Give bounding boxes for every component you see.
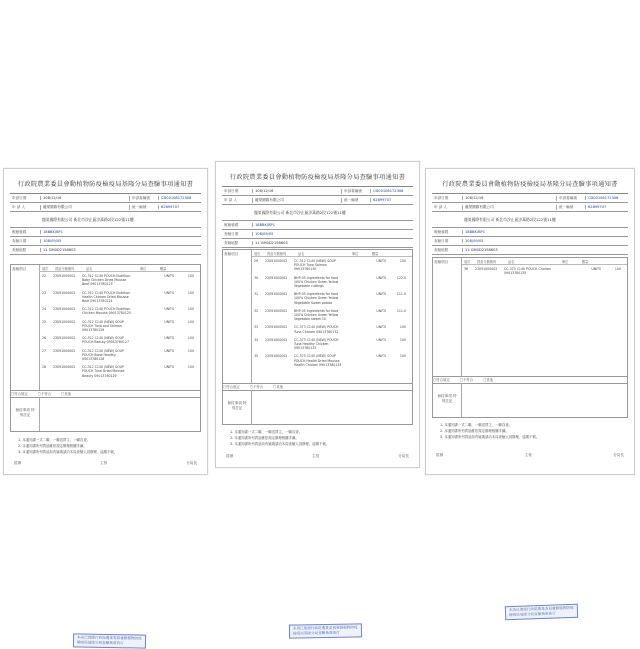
item-no: 26 bbox=[42, 336, 47, 341]
item-code: 23091000002 bbox=[265, 308, 288, 313]
item-description: CC-312 C140 POUCH Nutrition Chicken Mousse 09013780125 bbox=[82, 307, 131, 316]
header-label: 查驗地點 bbox=[224, 240, 239, 245]
item-unit: UNITS bbox=[376, 259, 386, 263]
signature-label: 分局長 bbox=[613, 453, 624, 457]
stamp-line: 本表已使經行政院農業委員會動植物防疫 bbox=[508, 605, 574, 613]
notes-list bbox=[18, 437, 197, 455]
header-value: 11 GM0D2158603 bbox=[40, 248, 201, 252]
sheet-header bbox=[432, 193, 628, 255]
table-row bbox=[462, 265, 627, 277]
signature-label: 分局長 bbox=[398, 454, 409, 458]
item-code: 23091000002 bbox=[265, 259, 288, 263]
item-no: 24 bbox=[42, 307, 47, 312]
note-line: 2. 本通知書所列貨品應依規定辦理相關手續。 bbox=[18, 444, 87, 448]
item-no: 23 bbox=[42, 290, 47, 295]
items-table bbox=[10, 264, 201, 391]
sheet-title: 行政院農業委員會動植物防疫檢疫局基隆分局查驗事項通知書 bbox=[17, 181, 194, 188]
header-label: 查驗地點 bbox=[434, 247, 449, 252]
item-code: 23091000002 bbox=[53, 274, 76, 278]
item-unit: UNITS bbox=[164, 319, 174, 324]
header-label: 統一編號 bbox=[556, 205, 585, 210]
note-line: 3. 本通知書所列貨品如有疑義請洽本局查驗人員辦理，逾期不候。 bbox=[18, 450, 118, 454]
sheet-title: 行政院農業委員會動植物防疫檢疫局基隆分局查驗事項通知書 bbox=[229, 174, 406, 181]
header-value: 108/09/05 bbox=[40, 239, 201, 243]
grid-head-cell: 項次 bbox=[254, 251, 261, 256]
item-quantity: 100 bbox=[187, 290, 194, 295]
header-value: 108/12/16 bbox=[462, 196, 556, 200]
grid-head-cell: 項次 bbox=[42, 266, 49, 271]
header-label: 查驗日期 bbox=[12, 238, 27, 243]
table-row bbox=[40, 272, 200, 289]
signature-footer bbox=[14, 461, 197, 466]
header-label: 查驗日期 bbox=[224, 231, 239, 236]
item-no: 27 bbox=[42, 348, 47, 353]
header-label: 報驗號碼 bbox=[434, 229, 449, 234]
header-value: 11 GM0D2158603 bbox=[462, 248, 628, 252]
item-no: 30 bbox=[254, 275, 259, 280]
items-grid bbox=[39, 265, 200, 390]
item-quantity: 100 bbox=[399, 354, 406, 359]
header-label: 申請日期 bbox=[434, 195, 449, 200]
items-label: 查驗項目 bbox=[434, 260, 449, 264]
table-row bbox=[40, 347, 200, 364]
items-rows bbox=[252, 257, 412, 369]
item-unit: UNITS bbox=[164, 307, 174, 312]
items-rows bbox=[462, 265, 627, 277]
header-label: 申請日期 bbox=[12, 195, 27, 200]
item-description: BHP-05 Ingredients for food 100% Chicken Green Yellow Vegetable steam 10 bbox=[294, 308, 339, 322]
item-code: 23091000002 bbox=[265, 337, 288, 342]
item-description: CC-312 C140 POUCH Nutrition Health Chicken Dried Mousse Beef 09013780124 bbox=[82, 290, 131, 304]
stamp-line: 本表已使經行政院農業委員會動植物防疫 bbox=[77, 635, 142, 641]
result-checkbox: □其他 bbox=[483, 377, 494, 382]
items-grid-head bbox=[462, 258, 627, 265]
header-label: 報驗號碼 bbox=[224, 222, 239, 227]
item-unit: UNITS bbox=[376, 275, 386, 280]
header-value: 108/09/05 bbox=[252, 232, 413, 236]
item-description: CC-373 C140 (NEW) SOUP POUCH Health Dried Mousse Health Chicken 09013780134 bbox=[294, 354, 342, 367]
notes-list bbox=[230, 429, 409, 447]
header-row-application bbox=[432, 194, 628, 203]
notice-sheet-1 bbox=[3, 168, 208, 646]
item-quantity: 100 bbox=[614, 267, 621, 271]
notes-list bbox=[440, 422, 624, 440]
header-row-applicant bbox=[222, 196, 413, 205]
header-label: 申 請 人 bbox=[12, 204, 26, 209]
item-quantity: 100 bbox=[187, 365, 194, 370]
items-grid-head bbox=[252, 250, 412, 257]
grid-head-cell: 項次 bbox=[464, 259, 471, 264]
table-row bbox=[252, 274, 412, 291]
note-line: 2. 本通知書所列貨品應依規定辦理相關手續。 bbox=[230, 436, 299, 440]
note-line: 3. 本通知書所列貨品如有疑義請洽本局查驗人員辦理，逾期不候。 bbox=[440, 435, 540, 439]
remarks-label: 檢疫事項 特別註記 bbox=[437, 394, 457, 403]
grid-head-cell: 貨品分類號列 bbox=[55, 266, 75, 271]
item-description: CC-373 C140 (NEW) POUCH Tuna Healthy Chicken 09013780133 bbox=[294, 337, 339, 351]
header-value: 62899707 bbox=[585, 205, 628, 209]
item-unit: UNITS bbox=[376, 292, 386, 297]
header-row-applicant bbox=[432, 203, 628, 212]
remarks-label: 檢疫事項 特別註記 bbox=[227, 401, 247, 410]
header-row-application bbox=[10, 194, 201, 203]
grid-head-cell: 數量 bbox=[160, 266, 167, 271]
table-row bbox=[252, 307, 412, 324]
item-no: 29 bbox=[254, 259, 259, 263]
items-rows bbox=[40, 272, 200, 380]
header-row-date bbox=[10, 237, 201, 246]
item-description: CC-312 C140 (NEW) SOUP POUCH Tuna Dried Mousse Beauty 09013780129 bbox=[82, 365, 125, 378]
items-label: 查驗項目 bbox=[12, 267, 27, 271]
item-no: 36 bbox=[464, 267, 469, 271]
item-no: 33 bbox=[254, 325, 259, 330]
item-description: CC-373 C140 POUCH Chicken 09013780135 bbox=[504, 267, 552, 276]
item-code: 23091000002 bbox=[53, 336, 76, 341]
grid-head-cell: 單位 bbox=[352, 251, 359, 256]
signature-footer bbox=[226, 454, 409, 459]
header-row-date bbox=[432, 237, 628, 246]
stamp-line: 檢疫局基隆分局查驗核准放行 bbox=[509, 611, 556, 618]
item-code: 23091000002 bbox=[53, 348, 76, 353]
header-row-location bbox=[222, 239, 413, 248]
item-code: 23091000002 bbox=[265, 325, 288, 330]
item-quantity: 122.0 bbox=[396, 275, 406, 280]
grid-head-cell: 品名 bbox=[298, 251, 305, 256]
header-label: 統一編號 bbox=[129, 205, 158, 210]
table-row bbox=[252, 257, 412, 274]
item-quantity: 111.0 bbox=[396, 308, 406, 313]
header-label: 統一編號 bbox=[341, 198, 370, 203]
note-line: 1. 本通知書一式二聯，一聯送貨主，一聯存查。 bbox=[440, 423, 513, 427]
stamp-line: 檢疫局基隆分局查驗核准放行 bbox=[76, 640, 124, 646]
item-unit: UNITS bbox=[164, 365, 174, 370]
header-value: CD00108172308 bbox=[370, 189, 413, 193]
item-quantity: 100 bbox=[399, 325, 406, 330]
note-line: 1. 本通知書一式二聯，一聯送貨主，一聯存查。 bbox=[18, 438, 91, 442]
item-description: BHP-05 Ingredients for food 100% Chicken Green Yellow Vegetable cuttings bbox=[294, 275, 339, 289]
item-quantity: 100 bbox=[399, 259, 406, 263]
item-code: 23091000002 bbox=[265, 292, 288, 297]
header-label: 申請日期 bbox=[224, 188, 239, 193]
header-value: CD00108172308 bbox=[585, 196, 628, 200]
item-quantity: 111.0 bbox=[396, 292, 406, 297]
table-row bbox=[252, 352, 412, 369]
stamp-line: 檢疫局基隆分局查驗核准放行 bbox=[293, 630, 340, 636]
header-label: 申 請 人 bbox=[434, 204, 448, 209]
item-description: CC-312 C140 (NEW) SOUP POUCH Tuna Salmon 09013780130 bbox=[294, 259, 336, 272]
grid-head-cell: 品名 bbox=[508, 259, 515, 264]
note-line: 2. 本通知書所列貨品應依規定辦理相關手續。 bbox=[440, 429, 509, 433]
note-line: 1. 本通知書一式二聯，一聯送貨主，一聯存查。 bbox=[230, 430, 303, 434]
signature-label: 主管 bbox=[312, 454, 320, 458]
notice-sheet-3 bbox=[425, 168, 635, 618]
signature-label: 經辦 bbox=[14, 461, 22, 465]
item-unit: UNITS bbox=[376, 325, 386, 330]
grid-head-cell: 品名 bbox=[86, 266, 93, 271]
table-row bbox=[252, 336, 412, 353]
item-code: 23091000002 bbox=[265, 275, 288, 280]
header-value: CD00108172308 bbox=[158, 196, 201, 200]
items-grid-head bbox=[40, 265, 200, 272]
approval-stamp bbox=[289, 623, 362, 638]
items-table bbox=[222, 249, 413, 384]
header-row-applicant bbox=[10, 203, 201, 212]
table-row bbox=[40, 305, 200, 317]
item-code: 23091000002 bbox=[53, 319, 76, 324]
result-checkbox: □符合規定 bbox=[433, 377, 450, 382]
item-no: 35 bbox=[254, 354, 259, 359]
applicant-address: 龍榮國際有限公司 新北市汐止區汐萬路2段122號11樓 bbox=[10, 212, 201, 228]
header-label: 申請書編號 bbox=[556, 196, 585, 201]
item-quantity: 100 bbox=[187, 348, 194, 353]
table-row bbox=[40, 318, 200, 335]
header-label: 查驗地點 bbox=[12, 247, 27, 252]
sheet-header bbox=[222, 186, 413, 248]
remarks-divider bbox=[461, 383, 462, 417]
item-no: 34 bbox=[254, 337, 259, 342]
item-code: 23091000002 bbox=[53, 290, 76, 295]
header-value: 18BBK/BP1 bbox=[40, 230, 201, 234]
item-unit: UNITS bbox=[376, 354, 386, 359]
remarks-divider bbox=[39, 397, 40, 431]
approval-stamp bbox=[73, 633, 146, 648]
table-row bbox=[40, 363, 200, 380]
grid-head-cell: 單位 bbox=[562, 259, 569, 264]
header-row-application bbox=[222, 187, 413, 196]
item-no: 32 bbox=[254, 308, 259, 313]
item-code: 23091000002 bbox=[475, 267, 498, 271]
header-value: 龍榮國際有限公司 bbox=[252, 198, 341, 203]
item-unit: UNITS bbox=[164, 336, 174, 341]
item-quantity: 100 bbox=[399, 337, 406, 342]
signature-footer bbox=[436, 453, 624, 458]
signature-label: 經辦 bbox=[436, 453, 444, 457]
grid-head-cell: 數量 bbox=[582, 259, 589, 264]
signature-label: 分局長 bbox=[186, 461, 197, 465]
result-checkbox: □其他 bbox=[61, 391, 72, 396]
item-description: BHP-05 Ingredients for food 100% Chicken Green Yellow Vegetable Sweet potato bbox=[294, 292, 339, 305]
header-value: 11 GM0D2158603 bbox=[252, 241, 413, 245]
header-label: 申請書編號 bbox=[341, 189, 370, 194]
item-no: 25 bbox=[42, 319, 47, 324]
item-description: CC-312 C140 POUCH Nutrition Baby Chicken Dried Mousse Beef 09013780123 bbox=[82, 274, 131, 287]
applicant-address: 龍榮國際有限公司 新北市汐止區汐萬路2段122號11樓 bbox=[222, 205, 413, 221]
item-description: CC-312 C140 (NEW) SOUP POUCH Tuna and Salmon 09013780126 bbox=[82, 319, 124, 333]
item-code: 23091000002 bbox=[265, 354, 288, 359]
header-row-location bbox=[432, 246, 628, 255]
table-row bbox=[252, 323, 412, 335]
items-table bbox=[432, 257, 628, 377]
header-value: 龍榮國際有限公司 bbox=[40, 205, 129, 210]
item-description: CC-312 C140 (NEW) SOUP POUCH Bone Healthy 09013780128 bbox=[82, 348, 124, 362]
stamp-line: 本表已使經行政院農業委員會動植物防疫 bbox=[292, 625, 358, 631]
item-no: 31 bbox=[254, 292, 259, 297]
item-quantity: 100 bbox=[187, 319, 194, 324]
result-checkbox: □不符合 bbox=[37, 391, 52, 396]
header-label: 報驗號碼 bbox=[12, 229, 27, 234]
items-grid bbox=[461, 258, 627, 376]
sheet-title: 行政院農業委員會動植物防疫檢疫局基隆分局查驗事項通知書 bbox=[442, 181, 618, 188]
item-unit: UNITS bbox=[591, 267, 601, 271]
remarks-label: 檢疫事項 特別註記 bbox=[15, 408, 35, 417]
grid-head-cell: 貨品分類號列 bbox=[477, 259, 497, 264]
item-description: CC-373 C140 (NEW) POUCH Tuna Chicken 09013780132 bbox=[294, 325, 339, 334]
item-unit: UNITS bbox=[164, 290, 174, 295]
header-value: 18BBK/BP1 bbox=[462, 230, 628, 234]
header-value: 龍榮國際有限公司 bbox=[462, 205, 556, 210]
header-label: 申 請 人 bbox=[224, 197, 238, 202]
table-row bbox=[40, 334, 200, 346]
header-label: 申請書編號 bbox=[129, 196, 158, 201]
result-checkbox: □不符合 bbox=[249, 384, 264, 389]
applicant-address: 龍榮國際有限公司 新北市汐止區汐萬路2段122號11樓 bbox=[432, 212, 628, 228]
approval-stamp bbox=[505, 604, 578, 621]
table-row bbox=[252, 290, 412, 307]
header-row-date bbox=[222, 230, 413, 239]
item-unit: UNITS bbox=[164, 348, 174, 353]
result-checkbox: □符合規定 bbox=[11, 391, 28, 396]
header-row-location bbox=[10, 246, 201, 255]
grid-head-cell: 數量 bbox=[372, 251, 379, 256]
header-value: 108/09/05 bbox=[462, 239, 628, 243]
table-row bbox=[40, 289, 200, 306]
item-unit: UNITS bbox=[376, 308, 386, 313]
notice-sheet-2 bbox=[215, 161, 420, 636]
sheet-header bbox=[10, 193, 201, 255]
item-quantity: 100 bbox=[187, 274, 194, 278]
header-value: 108/12/16 bbox=[252, 189, 341, 193]
signature-label: 經辦 bbox=[226, 454, 234, 458]
items-grid bbox=[251, 250, 412, 383]
header-value: 62899707 bbox=[158, 205, 201, 209]
signature-label: 主管 bbox=[100, 461, 108, 465]
item-code: 23091000002 bbox=[53, 307, 76, 312]
header-row-report-no bbox=[222, 221, 413, 230]
header-row-report-no bbox=[10, 228, 201, 237]
item-code: 23091000002 bbox=[53, 365, 76, 370]
remarks-divider bbox=[251, 390, 252, 424]
item-description: CC-312 C140 (NEW) SOUP POUCH Beauty 09013780127 bbox=[82, 336, 129, 345]
header-value: 18BBK/BP1 bbox=[252, 223, 413, 227]
result-checkbox: □不符合 bbox=[459, 377, 474, 382]
header-row-report-no bbox=[432, 228, 628, 237]
signature-label: 主管 bbox=[524, 453, 532, 457]
header-value: 62899707 bbox=[370, 198, 413, 202]
note-line: 3. 本通知書所列貨品如有疑義請洽本局查驗人員辦理，逾期不候。 bbox=[230, 442, 330, 446]
result-checkbox: □其他 bbox=[273, 384, 284, 389]
grid-head-cell: 貨品分類號列 bbox=[267, 251, 287, 256]
item-quantity: 100 bbox=[187, 307, 194, 312]
items-label: 查驗項目 bbox=[224, 252, 239, 256]
grid-head-cell: 單位 bbox=[140, 266, 147, 271]
header-value: 108/12/16 bbox=[40, 196, 129, 200]
result-checkbox: □符合規定 bbox=[223, 384, 240, 389]
item-no: 28 bbox=[42, 365, 47, 370]
item-quantity: 100 bbox=[187, 336, 194, 341]
item-no: 22 bbox=[42, 274, 47, 278]
item-unit: UNITS bbox=[376, 337, 386, 342]
item-unit: UNITS bbox=[164, 274, 174, 278]
header-label: 查驗日期 bbox=[434, 238, 449, 243]
